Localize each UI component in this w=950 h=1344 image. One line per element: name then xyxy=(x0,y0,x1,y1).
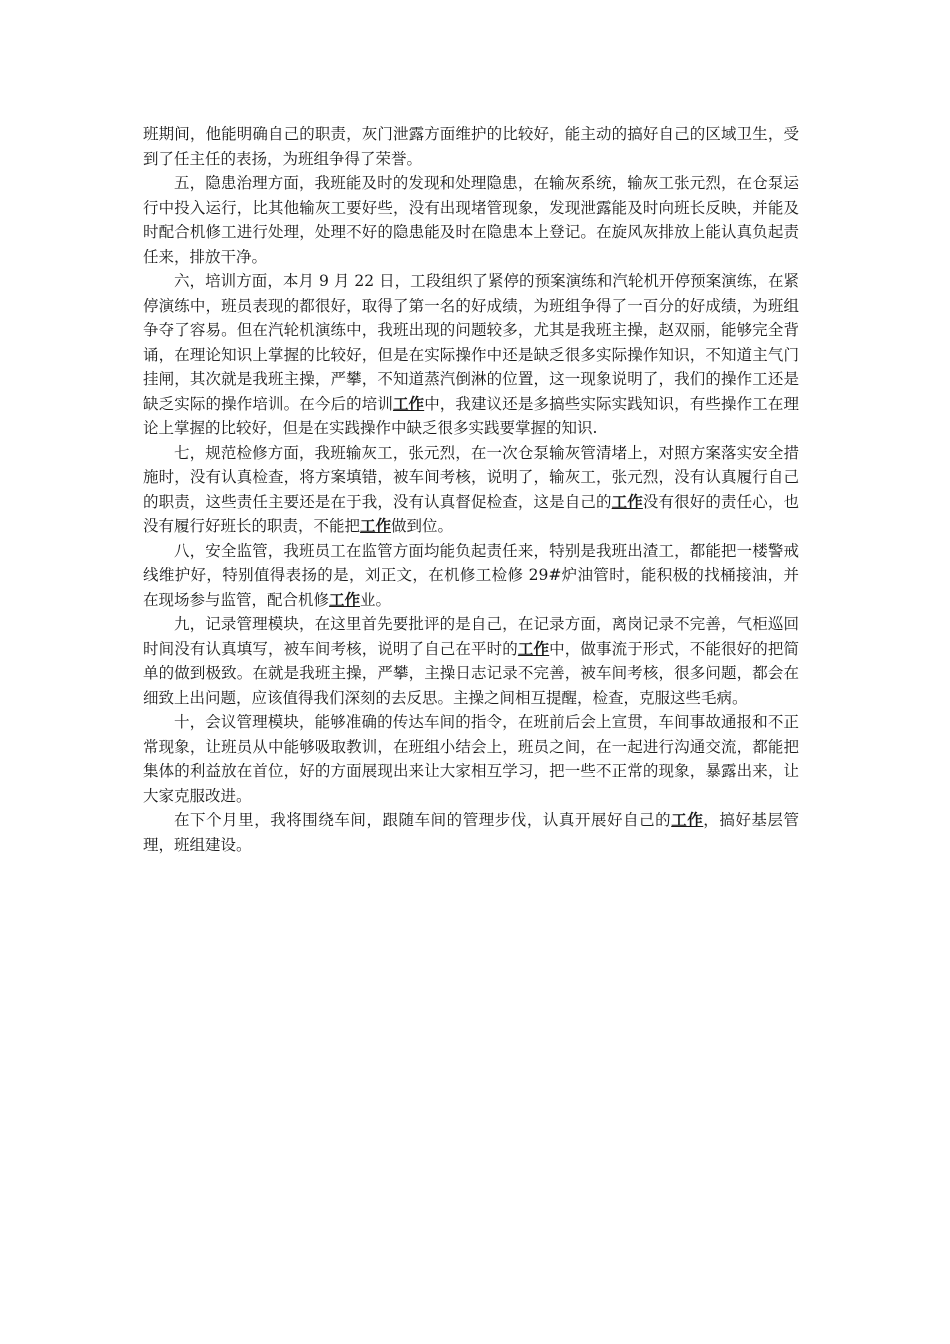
paragraph-text: ，搞好基层管理，班组建设。 xyxy=(143,811,799,854)
paragraph-text: 没有很好的责任心，也没有履行好班长的职责，不能把 xyxy=(143,492,799,535)
paragraph-p0 xyxy=(143,122,799,171)
paragraph-p5 xyxy=(143,171,799,269)
keyword-link[interactable]: 工作 xyxy=(517,638,550,658)
paragraph-text: 在下个月里，我将围绕车间，跟随车间的管理步伐，认真开展好自己的 xyxy=(174,811,672,829)
keyword-link[interactable]: 工作 xyxy=(392,393,425,413)
paragraph-text: 业。 xyxy=(360,590,392,609)
keyword-link[interactable]: 工作 xyxy=(329,589,361,609)
keyword-link[interactable]: 工作 xyxy=(671,810,704,829)
paragraph-text: 九，记录管理模块，在这里首先要批评的是自己，在记录方面，离岗记录不完善，气柜巡回时间没有认真填写，被车间考核，说明了自己在平时的 xyxy=(143,615,799,658)
paragraph-p10 xyxy=(143,710,799,808)
paragraph-text: 五，隐患治理方面，我班能及时的发现和处理隐患，在输灰系统，输灰工张元烈，在仓泵运行中投入运行，比其他输灰工要好些，没有出现堵管现象，发现泄露能及时向班长反映，并能及时配合机修工进行处理，处理不好的隐患能及时在隐患本上登记。在旋风灰排放上能认真负起责任来，排放干净。 xyxy=(143,174,799,266)
paragraph-p6 xyxy=(143,269,799,441)
paragraph-text: 班期间，他能明确自己的职责，灰门泄露方面维护的比较好，能主动的搞好自己的区域卫生，受到了任主任的表扬，为班组争得了荣誉。 xyxy=(143,125,799,168)
paragraph-p9 xyxy=(143,612,799,710)
paragraph-text: 中，我建议还是多搞些实际实践知识，有些操作工在理论上掌握的比较好，但是在实践操作中缺乏很多实践要掌握的知识. xyxy=(143,394,799,437)
paragraph-p7 xyxy=(143,441,799,539)
paragraph-text: 六，培训方面，本月 9 月 22 日，工段组织了紧停的预案演练和汽轮机开停预案演练，在紧停演练中，班员表现的都很好，取得了第一名的好成绩，为班组争得了一百分的好成绩，为班组争夺了容易。但在汽轮机演练中，我班出现的问题较多，尤其是我班主操，赵双丽，能够完全背诵，在理论知识上掌握的比较好，但是在实际操作中还是缺乏很多实际操作知识，不知道主气门挂闸，其次就是我班主操，严攀，不知道蒸汽倒淋的位置，这一现象说明了，我们的操作工还是缺乏实际的操作培训。在今后的培训 xyxy=(143,272,799,413)
paragraph-text: 做到位。 xyxy=(391,517,454,535)
paragraph-text: 八，安全监管，我班员工在监管方面均能负起责任来，特别是我班出渣工，都能把一楼警戒线维护好，特别值得表扬的是，刘正文，在机修工检修 29#炉油管时，能积极的找桶接油，并在现场参与监管，配合机修 xyxy=(143,541,799,609)
paragraph-text: 中，做事流于形式，不能很好的把简单的做到极致。在就是我班主操，严攀，主操日志记录不完善，被车间考核，很多问题，都会在细致上出问题，应该值得我们深刻的去反思。主操之间相互提醒，检查，克服这些毛病。 xyxy=(143,639,799,707)
paragraph-text: 七，规范检修方面，我班输灰工，张元烈，在一次仓泵输灰管清堵上，对照方案落实安全措施时，没有认真检查，将方案填错，被车间考核，说明了，输灰工，张元烈，没有认真履行自己的职责，这些责任主要还是在于我，没有认真督促检查，这是自己的 xyxy=(143,443,799,511)
paragraph-text: 十，会议管理模块，能够准确的传达车间的指令，在班前后会上宣贯，车间事故通报和不正常现象，让班员从中能够吸取教训，在班组小结会上，班员之间，在一起进行沟通交流，都能把集体的利益放在首位，好的方面展现出来让大家相互学习，把一些不正常的现象，暴露出来，让大家克服改进。 xyxy=(143,713,799,805)
paragraph-p8 xyxy=(143,539,799,613)
document-body xyxy=(143,122,799,857)
paragraph-p11 xyxy=(143,808,799,857)
keyword-link[interactable]: 工作 xyxy=(360,516,392,535)
keyword-link[interactable]: 工作 xyxy=(611,491,643,511)
